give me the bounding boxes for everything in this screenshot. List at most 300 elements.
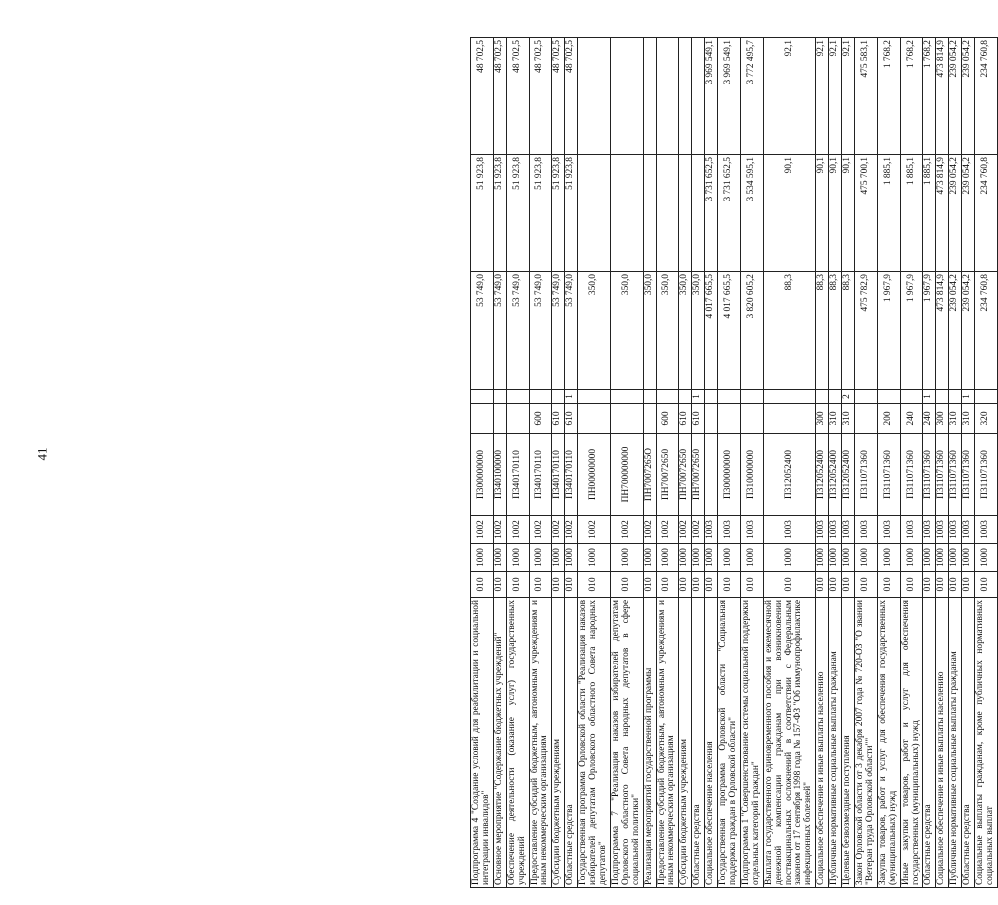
cell-section: 1000: [529, 544, 552, 572]
cell-amount-1: 53 749,0: [471, 272, 494, 390]
cell-amount-1: 53 749,0: [529, 272, 552, 390]
cell-section: 1000: [643, 544, 656, 572]
cell-amount-1: 53 749,0: [493, 272, 506, 390]
cell-ved: 010: [900, 572, 923, 598]
cell-source-code: [471, 390, 494, 404]
cell-expense-type: 300: [816, 404, 829, 434]
cell-source-code: [877, 390, 900, 404]
cell-amount-3: 239 054,2: [962, 38, 975, 155]
table-row: [949, 38, 962, 888]
cell-subsection: 1002: [471, 516, 494, 544]
cell-name: Подпрограмма 4 "Создание условий для реабилитации и социальной интеграции инвалидов": [471, 598, 494, 888]
cell-expense-type: 240: [900, 404, 923, 434]
cell-ved: 010: [829, 572, 842, 598]
cell-amount-1: 1 967,9: [900, 272, 923, 390]
cell-expense-type: 320: [975, 404, 998, 434]
cell-source-code: [949, 390, 962, 404]
cell-source-code: [610, 390, 643, 404]
cell-amount-1: 239 054,2: [949, 272, 962, 390]
cell-target-article: ПН7007265О: [643, 434, 656, 516]
cell-expense-type: 310: [962, 404, 975, 434]
cell-target-article: П311071360: [855, 434, 878, 516]
table-row: [855, 38, 878, 888]
cell-amount-2: 239 054,2: [962, 155, 975, 272]
cell-amount-2: 3 731 652,5: [718, 155, 741, 272]
table-row: [565, 38, 578, 888]
cell-amount-3: 3 772 495,7: [741, 38, 764, 155]
cell-name: Реализация мероприятий государственной программы: [643, 598, 656, 888]
cell-expense-type: [741, 404, 764, 434]
cell-expense-type: 300: [936, 404, 949, 434]
cell-target-article: П311071360: [936, 434, 949, 516]
cell-source-code: [656, 390, 679, 404]
table-row: [763, 38, 815, 888]
cell-target-article: П340100000: [493, 434, 506, 516]
cell-name: Государственная программа Орловской области "Реализация наказов избирателей депутатам Орловского областного Совета народных депутатов": [578, 598, 611, 888]
cell-expense-type: 200: [877, 404, 900, 434]
cell-amount-1: 88,3: [763, 272, 815, 390]
cell-source-code: [493, 390, 506, 404]
cell-amount-1: 1 967,9: [923, 272, 936, 390]
cell-name: Социальное обеспечение населения: [705, 598, 718, 888]
cell-ved: 010: [552, 572, 565, 598]
cell-name: Публичные нормативные социальные выплаты гражданам: [949, 598, 962, 888]
cell-subsection: 1003: [949, 516, 962, 544]
cell-amount-3: 48 702,5: [506, 38, 529, 155]
cell-target-article: П340170110: [506, 434, 529, 516]
cell-ved: 010: [936, 572, 949, 598]
cell-amount-3: 234 760,8: [975, 38, 998, 155]
cell-section: 1000: [923, 544, 936, 572]
cell-expense-type: [493, 404, 506, 434]
cell-section: 1000: [493, 544, 506, 572]
cell-amount-1: 350,0: [692, 272, 705, 390]
cell-source-code: [679, 390, 692, 404]
cell-expense-type: 310: [949, 404, 962, 434]
table-row: [610, 38, 643, 888]
cell-subsection: 1003: [855, 516, 878, 544]
cell-name: Субсидии бюджетным учреждениям: [679, 598, 692, 888]
cell-amount-3: [610, 38, 643, 155]
cell-expense-type: 310: [842, 404, 855, 434]
cell-ved: 010: [529, 572, 552, 598]
cell-section: 1000: [900, 544, 923, 572]
cell-amount-2: 473 814,9: [936, 155, 949, 272]
cell-amount-2: 51 923,8: [552, 155, 565, 272]
cell-amount-2: 239 054,2: [949, 155, 962, 272]
cell-section: 1000: [718, 544, 741, 572]
cell-subsection: 1002: [656, 516, 679, 544]
cell-expense-type: [578, 404, 611, 434]
cell-amount-2: 90,1: [842, 155, 855, 272]
budget-table: [470, 37, 998, 888]
cell-source-code: [855, 390, 878, 404]
cell-ved: 010: [877, 572, 900, 598]
cell-expense-type: [506, 404, 529, 434]
table-row: [923, 38, 936, 888]
cell-amount-3: 1 768,2: [877, 38, 900, 155]
cell-amount-3: 48 702,5: [565, 38, 578, 155]
cell-source-code: [529, 390, 552, 404]
cell-target-article: ПН700000000: [610, 434, 643, 516]
cell-amount-3: 239 054,2: [949, 38, 962, 155]
cell-expense-type: 310: [829, 404, 842, 434]
cell-target-article: П311071360: [949, 434, 962, 516]
cell-amount-3: 48 702,5: [529, 38, 552, 155]
cell-section: 1000: [975, 544, 998, 572]
cell-amount-3: 473 814,9: [936, 38, 949, 155]
cell-amount-2: 1 885,1: [923, 155, 936, 272]
cell-amount-2: 51 923,8: [529, 155, 552, 272]
cell-subsection: 1002: [679, 516, 692, 544]
cell-ved: 010: [610, 572, 643, 598]
cell-ved: 010: [741, 572, 764, 598]
cell-ved: 010: [763, 572, 815, 598]
cell-section: 1000: [610, 544, 643, 572]
cell-subsection: 1003: [975, 516, 998, 544]
cell-ved: 010: [718, 572, 741, 598]
cell-ved: 010: [578, 572, 611, 598]
cell-ved: 010: [855, 572, 878, 598]
cell-ved: 010: [471, 572, 494, 598]
cell-name: Обеспечение деятельности (оказание услуг) государственных учреждений: [506, 598, 529, 888]
page-number: 41: [34, 447, 50, 461]
cell-amount-1: 53 749,0: [565, 272, 578, 390]
cell-amount-1: 350,0: [679, 272, 692, 390]
cell-amount-2: 3 534 595,1: [741, 155, 764, 272]
cell-section: 1000: [855, 544, 878, 572]
table-row: [471, 38, 494, 888]
cell-name: Публичные нормативные социальные выплаты гражданам: [829, 598, 842, 888]
cell-name: Подпрограмма 7 "Реализация наказов избирателей депутатам Орловского областного Совета народных депутатов в сфере социальной политики": [610, 598, 643, 888]
cell-name: Областные средства: [565, 598, 578, 888]
cell-ved: 010: [816, 572, 829, 598]
table-row: [842, 38, 855, 888]
table-row: [656, 38, 679, 888]
cell-source-code: [705, 390, 718, 404]
cell-amount-1: 234 760,8: [975, 272, 998, 390]
cell-amount-3: 92,1: [763, 38, 815, 155]
table-row: [900, 38, 923, 888]
cell-ved: 010: [705, 572, 718, 598]
cell-name: Подпрограмма 1 "Совершенствование системы социальной поддержки отдельных категорий граждан": [741, 598, 764, 888]
cell-name: Закон Орловской области от 3 декабря 2007 года № 720-ОЗ "О звании "Ветеран труда Орловской области"": [855, 598, 878, 888]
cell-amount-2: [610, 155, 643, 272]
cell-subsection: 1003: [923, 516, 936, 544]
cell-name: Закупка товаров, работ и услуг для обеспечения государственных (муниципальных) нужд: [877, 598, 900, 888]
cell-expense-type: 600: [529, 404, 552, 434]
cell-expense-type: [471, 404, 494, 434]
table-row: [552, 38, 565, 888]
cell-target-article: П311071360: [877, 434, 900, 516]
cell-source-code: [816, 390, 829, 404]
cell-amount-1: 1 967,9: [877, 272, 900, 390]
cell-name: Социальное обеспечение и иные выплаты населению: [936, 598, 949, 888]
cell-amount-1: 53 749,0: [506, 272, 529, 390]
cell-subsection: 1002: [493, 516, 506, 544]
cell-amount-3: 92,1: [842, 38, 855, 155]
cell-amount-2: 234 760,8: [975, 155, 998, 272]
cell-amount-2: 51 923,8: [565, 155, 578, 272]
cell-amount-1: 350,0: [643, 272, 656, 390]
cell-ved: 010: [975, 572, 998, 598]
cell-name: Социальные выплаты гражданам, кроме публичных нормативных социальных выплат: [975, 598, 998, 888]
cell-ved: 010: [923, 572, 936, 598]
cell-name: Иные закупки товаров, работ и услуг для обеспечения государственных (муниципальных) нужд: [900, 598, 923, 888]
cell-subsection: 1003: [877, 516, 900, 544]
cell-amount-3: 1 768,2: [900, 38, 923, 155]
cell-section: 1000: [565, 544, 578, 572]
cell-ved: 010: [493, 572, 506, 598]
cell-subsection: 1003: [962, 516, 975, 544]
cell-subsection: 1002: [552, 516, 565, 544]
cell-amount-3: 48 702,5: [471, 38, 494, 155]
cell-target-article: ПН70072650: [679, 434, 692, 516]
cell-ved: 010: [565, 572, 578, 598]
cell-ved: 010: [962, 572, 975, 598]
cell-amount-1: 88,3: [816, 272, 829, 390]
cell-name: Социальное обеспечение и иные выплаты населению: [816, 598, 829, 888]
table-row: [936, 38, 949, 888]
cell-section: 1000: [936, 544, 949, 572]
cell-subsection: 1002: [506, 516, 529, 544]
cell-amount-3: 48 702,5: [552, 38, 565, 155]
cell-source-code: [506, 390, 529, 404]
cell-target-article: П311071360: [900, 434, 923, 516]
cell-target-article: П300000000: [718, 434, 741, 516]
cell-amount-1: 88,3: [842, 272, 855, 390]
cell-expense-type: [763, 404, 815, 434]
cell-amount-1: 475 782,9: [855, 272, 878, 390]
cell-section: 1000: [705, 544, 718, 572]
cell-amount-1: 88,3: [829, 272, 842, 390]
cell-source-code: [718, 390, 741, 404]
table-row: [679, 38, 692, 888]
cell-target-article: ПН70072650: [656, 434, 679, 516]
cell-amount-3: 3 969 549,1: [705, 38, 718, 155]
cell-name: Областные средства: [692, 598, 705, 888]
cell-subsection: 1002: [643, 516, 656, 544]
table-row: [529, 38, 552, 888]
cell-amount-3: [578, 38, 611, 155]
cell-amount-2: 1 885,1: [877, 155, 900, 272]
cell-amount-1: 239 054,2: [962, 272, 975, 390]
cell-ved: 010: [842, 572, 855, 598]
cell-target-article: П312052400: [816, 434, 829, 516]
cell-expense-type: 600: [656, 404, 679, 434]
cell-amount-2: [643, 155, 656, 272]
cell-subsection: 1003: [829, 516, 842, 544]
cell-target-article: П312052400: [842, 434, 855, 516]
cell-amount-1: 350,0: [610, 272, 643, 390]
cell-source-code: 1: [962, 390, 975, 404]
cell-target-article: ПН00000000: [578, 434, 611, 516]
cell-subsection: 1002: [692, 516, 705, 544]
cell-subsection: 1002: [529, 516, 552, 544]
cell-amount-2: [692, 155, 705, 272]
cell-amount-2: 51 923,8: [471, 155, 494, 272]
cell-ved: 010: [656, 572, 679, 598]
cell-source-code: [936, 390, 949, 404]
cell-section: 1000: [471, 544, 494, 572]
cell-amount-2: 51 923,8: [493, 155, 506, 272]
table-row: [877, 38, 900, 888]
table-row: [829, 38, 842, 888]
cell-name: Государственная программа Орловской области "Социальная поддержка граждан в Орловской области": [718, 598, 741, 888]
cell-name: Предоставление субсидий бюджетным, автономным учреждениям и иным некоммерческим организациям: [529, 598, 552, 888]
cell-source-code: 1: [692, 390, 705, 404]
cell-target-article: П311071360: [975, 434, 998, 516]
cell-section: 1000: [877, 544, 900, 572]
cell-source-code: [975, 390, 998, 404]
table-row: [493, 38, 506, 888]
cell-amount-2: 3 731 652,5: [705, 155, 718, 272]
table-row: [506, 38, 529, 888]
cell-section: 1000: [816, 544, 829, 572]
cell-subsection: 1003: [842, 516, 855, 544]
cell-section: 1000: [679, 544, 692, 572]
cell-source-code: 1: [923, 390, 936, 404]
cell-source-code: [578, 390, 611, 404]
cell-amount-3: 48 702,5: [493, 38, 506, 155]
table-row: [643, 38, 656, 888]
cell-amount-2: 475 700,1: [855, 155, 878, 272]
cell-target-article: П312052400: [763, 434, 815, 516]
cell-name: Субсидии бюджетным учреждениям: [552, 598, 565, 888]
cell-target-article: П340170110: [552, 434, 565, 516]
cell-subsection: 1003: [741, 516, 764, 544]
cell-target-article: П300000000: [471, 434, 494, 516]
table-row: [975, 38, 998, 888]
cell-amount-3: 3 969 549,1: [718, 38, 741, 155]
cell-source-code: [741, 390, 764, 404]
cell-ved: 010: [506, 572, 529, 598]
cell-expense-type: [643, 404, 656, 434]
cell-section: 1000: [506, 544, 529, 572]
cell-amount-3: 1 768,2: [923, 38, 936, 155]
cell-expense-type: 610: [565, 404, 578, 434]
cell-subsection: 1003: [816, 516, 829, 544]
cell-source-code: [829, 390, 842, 404]
cell-section: 1000: [692, 544, 705, 572]
cell-amount-3: 92,1: [816, 38, 829, 155]
table-row: [692, 38, 705, 888]
cell-amount-1: 3 820 605,2: [741, 272, 764, 390]
cell-amount-2: 90,1: [763, 155, 815, 272]
cell-expense-type: 240: [923, 404, 936, 434]
cell-source-code: [763, 390, 815, 404]
cell-amount-2: 90,1: [829, 155, 842, 272]
cell-section: 1000: [949, 544, 962, 572]
cell-source-code: [900, 390, 923, 404]
table-row: [578, 38, 611, 888]
cell-subsection: 1002: [610, 516, 643, 544]
cell-expense-type: [718, 404, 741, 434]
cell-section: 1000: [962, 544, 975, 572]
rotated-page-content: [470, 38, 996, 888]
cell-target-article: ПН70072650: [692, 434, 705, 516]
cell-ved: 010: [949, 572, 962, 598]
cell-amount-3: [643, 38, 656, 155]
cell-subsection: 1002: [578, 516, 611, 544]
cell-target-article: П310000000: [741, 434, 764, 516]
table-row: [962, 38, 975, 888]
cell-amount-1: 53 749,0: [552, 272, 565, 390]
cell-expense-type: [610, 404, 643, 434]
cell-name: Областные средства: [923, 598, 936, 888]
cell-target-article: [705, 434, 718, 516]
cell-target-article: П312052400: [829, 434, 842, 516]
cell-name: Целевые безвозмездные поступления: [842, 598, 855, 888]
cell-amount-2: [679, 155, 692, 272]
cell-subsection: 1003: [705, 516, 718, 544]
cell-amount-3: 475 583,1: [855, 38, 878, 155]
cell-amount-1: 4 017 665,5: [705, 272, 718, 390]
cell-target-article: П340170110: [565, 434, 578, 516]
cell-source-code: 2: [842, 390, 855, 404]
cell-section: 1000: [741, 544, 764, 572]
cell-expense-type: [855, 404, 878, 434]
cell-ved: 010: [643, 572, 656, 598]
cell-name: Выплата государственного единовременного пособия и ежемесячной денежной компенсации гражданам при возникновении поствакцинальных осложнений в соответствии с Федеральным законом от 17 сентября 1998 года № 157-ФЗ "Об иммунопрофилактике инфекционных болезней": [763, 598, 815, 888]
table-row: [718, 38, 741, 888]
cell-amount-2: 51 923,8: [506, 155, 529, 272]
cell-expense-type: 610: [552, 404, 565, 434]
cell-name: Основное мероприятие "Содержание бюджетных учреждений": [493, 598, 506, 888]
cell-amount-1: 350,0: [656, 272, 679, 390]
cell-subsection: 1002: [565, 516, 578, 544]
cell-target-article: П340170110: [529, 434, 552, 516]
cell-amount-2: [578, 155, 611, 272]
cell-target-article: П311071360: [923, 434, 936, 516]
cell-amount-3: [692, 38, 705, 155]
cell-amount-1: 473 814,9: [936, 272, 949, 390]
cell-name: Областные средства: [962, 598, 975, 888]
cell-amount-1: 4 017 665,5: [718, 272, 741, 390]
cell-expense-type: 610: [692, 404, 705, 434]
cell-subsection: 1003: [936, 516, 949, 544]
cell-section: 1000: [842, 544, 855, 572]
cell-section: 1000: [763, 544, 815, 572]
cell-section: 1000: [829, 544, 842, 572]
cell-amount-2: [656, 155, 679, 272]
cell-ved: 010: [679, 572, 692, 598]
cell-subsection: 1003: [900, 516, 923, 544]
cell-section: 1000: [656, 544, 679, 572]
table-row: [741, 38, 764, 888]
cell-amount-3: [656, 38, 679, 155]
table-row: [816, 38, 829, 888]
cell-expense-type: [705, 404, 718, 434]
cell-ved: 010: [692, 572, 705, 598]
cell-source-code: [643, 390, 656, 404]
cell-subsection: 1003: [763, 516, 815, 544]
cell-amount-2: 90,1: [816, 155, 829, 272]
cell-section: 1000: [578, 544, 611, 572]
cell-source-code: [552, 390, 565, 404]
cell-expense-type: 610: [679, 404, 692, 434]
cell-subsection: 1003: [718, 516, 741, 544]
cell-target-article: П311071360: [962, 434, 975, 516]
cell-source-code: 1: [565, 390, 578, 404]
cell-amount-3: 92,1: [829, 38, 842, 155]
cell-name: Предоставление субсидий бюджетным, автономным учреждениям и иным некоммерческим организациям: [656, 598, 679, 888]
cell-amount-2: 1 885,1: [900, 155, 923, 272]
cell-amount-3: [679, 38, 692, 155]
cell-amount-1: 350,0: [578, 272, 611, 390]
cell-section: 1000: [552, 544, 565, 572]
table-row: [705, 38, 718, 888]
